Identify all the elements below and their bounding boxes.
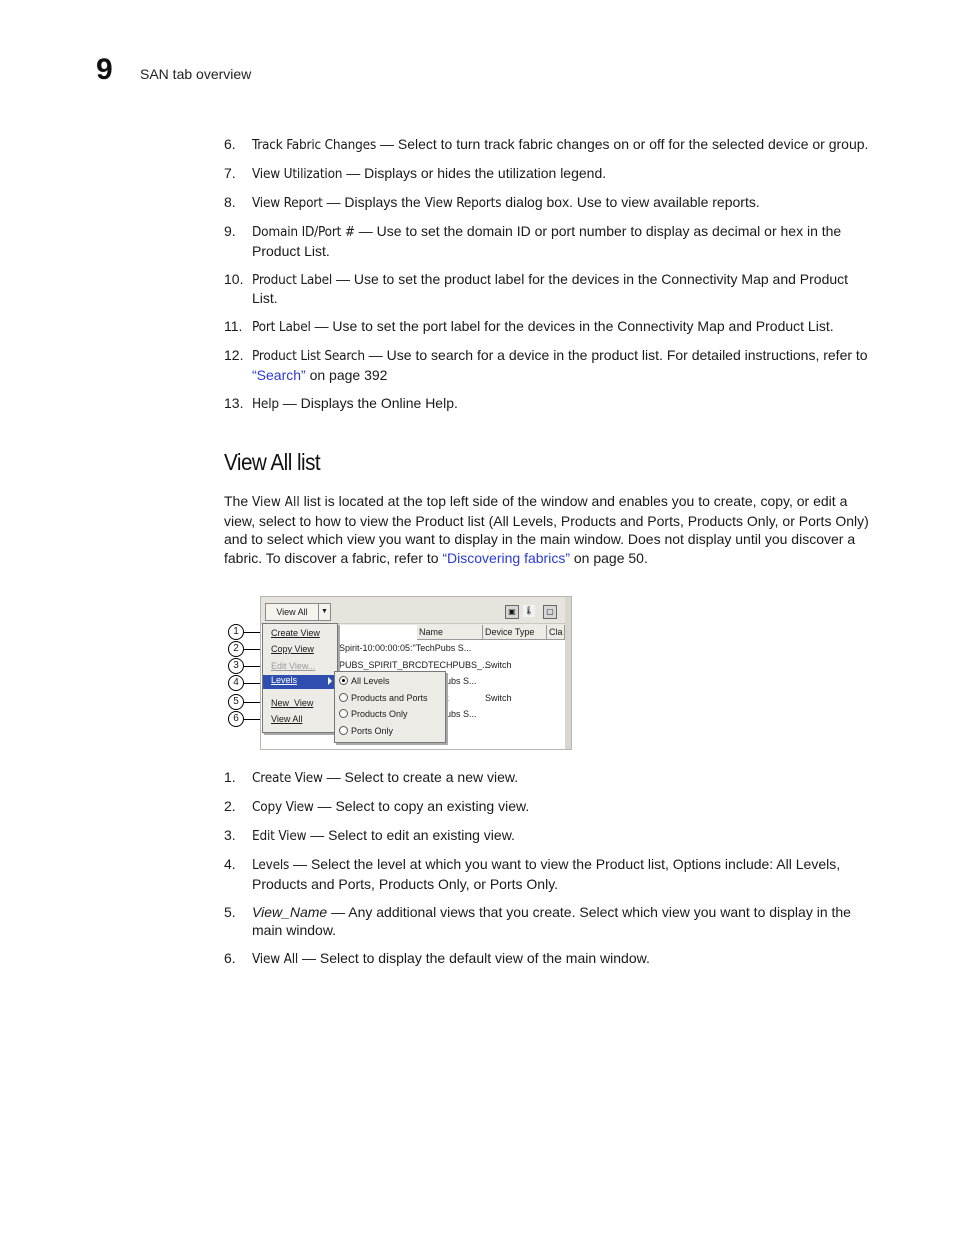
callout-marker: 3: [228, 658, 244, 674]
item-number: 10.: [224, 270, 244, 287]
chapter-number: 9: [96, 53, 113, 86]
item-number: 11.: [224, 318, 243, 334]
option-label: Ports Only: [351, 726, 394, 736]
item-term: Help: [252, 395, 279, 412]
list-item: [224, 270, 874, 308]
radio-icon: [339, 693, 348, 702]
item-term: Create View: [252, 770, 323, 786]
list-item: [224, 193, 874, 213]
item-number: 8.: [224, 194, 236, 210]
list-item: [224, 317, 874, 337]
view-all-dropdown[interactable]: View All: [265, 603, 319, 621]
item-text: — Use to search for a device in the product list. For detailed instructions, refer to: [364, 347, 868, 363]
item-text: — Select to turn track fabric changes on or off for the selected device or group.: [376, 136, 869, 152]
item-number: 6.: [224, 950, 236, 966]
item-number: 6.: [224, 136, 236, 152]
menu-item-create-view[interactable]: Create View: [271, 628, 320, 638]
list-item: [224, 826, 874, 846]
item-term: Edit View: [252, 828, 307, 844]
item-text: — Use to set the port label for the devices in the Connectivity Map and Product List.: [310, 318, 834, 334]
item-number: 4.: [224, 856, 236, 872]
table-cell[interactable]: ubs S...: [446, 709, 477, 719]
list-item: [224, 135, 874, 155]
item-number: 7.: [224, 165, 236, 181]
table-cell[interactable]: t: [446, 693, 449, 703]
item-term: Track Fabric Changes: [252, 137, 377, 153]
column-header-name[interactable]: Name: [417, 625, 483, 640]
submenu-option-products-and-ports[interactable]: [339, 693, 428, 703]
column-header-class[interactable]: Cla: [547, 625, 565, 640]
item-term: View_Name: [252, 903, 328, 920]
item-number: 1.: [224, 769, 236, 785]
item-text: — Select to edit an existing view.: [306, 827, 515, 843]
list-item: [224, 797, 874, 817]
item-number: 3.: [224, 827, 236, 843]
vertical-scrollbar[interactable]: [565, 597, 571, 749]
item-text: — Select the level at which you want to view the Product list, Options include: All Levels, Products and Ports, Products Only, or Ports Only.: [252, 856, 841, 892]
para-text-end: on page 50.: [569, 549, 648, 566]
item-text: — Select to display the default view of the main window.: [298, 950, 650, 966]
item-number: 2.: [224, 798, 236, 814]
menu-item-label: Levels: [271, 675, 298, 685]
item-text-end: dialog box. Use to view available reports.: [501, 194, 760, 210]
item-text: — Select to copy an existing view.: [313, 798, 530, 814]
item-term: Levels: [252, 857, 290, 873]
item-term: View All: [252, 951, 299, 967]
callout-marker: 6: [228, 711, 244, 727]
item-number: 13.: [224, 394, 244, 411]
list-item: [224, 346, 874, 384]
view-all-menu: [262, 623, 338, 733]
callout-marker: 5: [228, 694, 244, 710]
item-number: 12.: [224, 347, 244, 363]
table-cell[interactable]: Switch: [485, 660, 512, 670]
toolbar-thermometer-icon[interactable]: 🌡: [523, 606, 535, 615]
table-cell[interactable]: PUBS_SPIRIT_BRCDTECHPUBS_...: [339, 660, 490, 670]
item-text: — Use to set the domain ID or port number to display as decimal or hex in the Product List.: [252, 223, 842, 259]
item-term: View Report: [252, 195, 323, 211]
section-heading: View All list: [224, 449, 321, 475]
levels-submenu: [334, 671, 446, 743]
radio-icon: [339, 709, 348, 718]
radio-icon: [339, 676, 348, 685]
item-number: 5.: [224, 903, 236, 920]
submenu-option-products-only[interactable]: [339, 709, 408, 719]
chapter-title: SAN tab overview: [140, 66, 252, 82]
para-term: View All: [252, 494, 300, 510]
list-item: [224, 164, 874, 184]
chevron-down-icon[interactable]: ▼: [318, 603, 331, 621]
list-item: [224, 855, 874, 893]
callout-marker: 2: [228, 641, 244, 657]
item-term-secondary: View Reports: [424, 195, 502, 211]
para-text-start: The: [224, 493, 253, 509]
menu-item-levels[interactable]: [263, 675, 335, 689]
radio-icon: [339, 726, 348, 735]
table-cell[interactable]: Spirit-10:00:00:05:"TechPubs S...: [339, 643, 472, 653]
table-cell[interactable]: Switch: [485, 693, 512, 703]
callout-marker: 1: [228, 624, 244, 640]
menu-item-view-all[interactable]: View All: [271, 714, 303, 724]
item-term: Product List Search: [252, 348, 365, 364]
window-toolbar: [261, 597, 571, 624]
search-link[interactable]: “Search”: [252, 366, 306, 383]
item-text: — Displays or hides the utilization legend.: [342, 165, 607, 181]
list-item: [224, 394, 874, 414]
column-header-device-type[interactable]: Device Type: [483, 625, 547, 640]
para-text-body: list is located at the top left side of the window and enables you to create, copy, or edit a view, select to how to view the Product list (All Levels, Products and Ports, Products Only, or Ports Only) and to select which view you want to display in the main window. Does not display until you discover a fabric. To discover a fabric, refer to: [224, 493, 869, 566]
submenu-arrow-icon: [328, 677, 332, 685]
list-item: [224, 222, 874, 260]
item-number: 9.: [224, 223, 236, 239]
option-label: Products Only: [351, 709, 408, 719]
management-app-window: [260, 596, 572, 750]
view-all-screenshot-figure: [228, 596, 574, 750]
list-item: [224, 903, 874, 940]
submenu-option-ports-only[interactable]: [339, 726, 393, 736]
toolbar-grid-icon[interactable]: ▣: [505, 605, 519, 619]
callout-marker: 4: [228, 675, 244, 691]
item-term: Copy View: [252, 799, 314, 815]
item-text: — Any additional views that you create. Select which view you want to display in the main window.: [252, 903, 851, 938]
item-term: Domain ID/Port #: [252, 224, 355, 240]
section-paragraph: [224, 492, 874, 567]
item-term: View Utilization: [252, 166, 343, 182]
item-text-end: on page 392: [305, 366, 388, 383]
toolbar-square-icon[interactable]: ▢: [543, 605, 557, 619]
option-label: Products and Ports: [351, 693, 428, 703]
menu-item-new-view[interactable]: New_View: [271, 698, 314, 708]
item-text: — Use to set the product label for the devices in the Connectivity Map and Product List.: [252, 270, 849, 306]
item-term: Product Label: [252, 271, 333, 288]
item-text: — Select to create a new view.: [322, 769, 519, 785]
discovering-fabrics-link[interactable]: “Discovering fabrics”: [442, 549, 570, 566]
item-term: Port Label: [252, 319, 311, 335]
table-cell[interactable]: ubs S...: [446, 676, 477, 686]
list-item: [224, 949, 874, 969]
item-text: — Displays the Online Help.: [278, 394, 458, 411]
toolbar-options-list: [224, 135, 874, 423]
menu-item-copy-view[interactable]: Copy View: [271, 644, 314, 654]
item-text: — Displays the: [322, 194, 425, 210]
view-all-options-list: [224, 768, 874, 978]
option-label: All Levels: [351, 676, 390, 686]
submenu-option-all-levels[interactable]: [339, 676, 390, 686]
list-item: [224, 768, 874, 788]
menu-item-edit-view[interactable]: Edit View...: [271, 661, 316, 671]
